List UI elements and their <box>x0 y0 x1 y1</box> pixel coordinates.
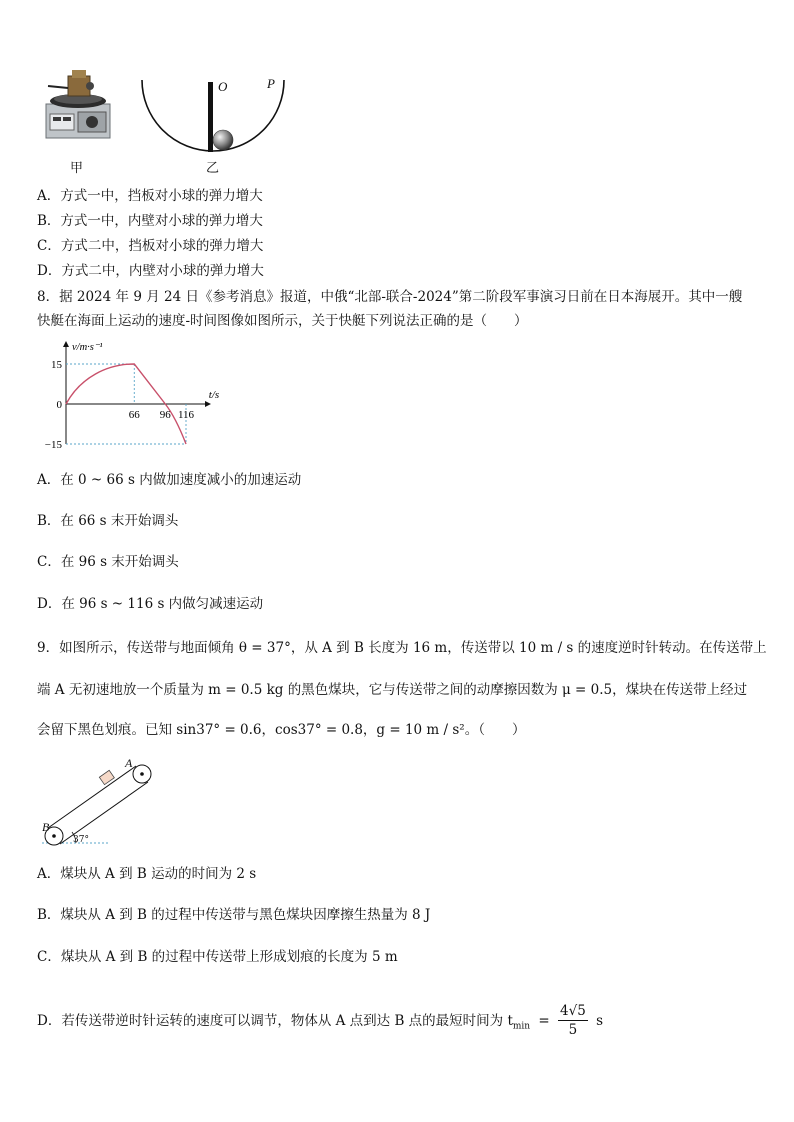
q9-option-b: B．煤块从 A 到 B 的过程中传送带与黑色煤块因摩擦生热量为 8 J <box>37 907 431 923</box>
figure-jia <box>40 68 118 146</box>
fraction-denominator: 5 <box>568 1022 578 1038</box>
q9-option-d-eq: = <box>538 1013 550 1029</box>
vt-chart <box>38 338 218 450</box>
x-axis-label: t/s <box>208 389 220 401</box>
q9-option-d-sub: min <box>512 1021 531 1032</box>
bowl-diagram <box>138 72 288 160</box>
q8-option-d: D．在 96 s ~ 116 s 内做匀减速运动 <box>37 596 264 612</box>
fraction <box>558 1002 588 1039</box>
label-b: B <box>42 820 50 834</box>
q9-stem-line2: 端 A 无初速地放一个质量为 m = 0.5 kg 的黑色煤块，它与传送带之间的动摩擦因数为 μ = 0.5，煤块在传送带上经过 <box>37 682 748 698</box>
conveyor-svg <box>38 758 168 850</box>
q9-option-a: A．煤块从 A 到 B 运动的时间为 2 s <box>37 866 257 882</box>
q8-option-c: C．在 96 s 末开始调头 <box>37 554 179 570</box>
angle-label: 37° <box>73 835 89 845</box>
q9-option-d-unit: s <box>596 1013 604 1029</box>
q9-stem-line3: 会留下黑色划痕。已知 sin37° = 0.6，cos37° = 0.8，g = 10 m / s²。（ ） <box>37 722 526 738</box>
q7-option-c: C．方式二中，挡板对小球的弹力增大 <box>37 238 264 254</box>
q8-stem-line2: 快艇在海面上运动的速度-时间图像如图所示，关于快艇下列说法正确的是（ ） <box>37 313 528 329</box>
fraction-numerator: 4√5 <box>560 1003 586 1019</box>
q9-option-d <box>37 1003 603 1040</box>
q7-option-d: D．方式二中，内壁对小球的弹力增大 <box>37 263 264 279</box>
y-tick-0: 0 <box>56 399 62 411</box>
q9-stem-line1: 9．如图所示，传送带与地面倾角 θ = 37°，从 A 到 B 长度为 16 m，传送带以 10 m / s 的速度逆时针转动。在传送带上 <box>37 640 767 656</box>
x-tick-96: 96 <box>159 409 171 421</box>
q7-option-a: A．方式一中，挡板对小球的弹力增大 <box>37 188 263 204</box>
y-tick-neg15: −15 <box>44 439 62 451</box>
conveyor-figure <box>38 758 168 850</box>
caption-yi: 乙 <box>206 161 220 176</box>
x-tick-66: 66 <box>128 409 140 421</box>
q7-option-b: B．方式一中，内壁对小球的弹力增大 <box>37 213 263 229</box>
figure-yi <box>138 72 288 160</box>
label-p: P <box>267 76 275 91</box>
caption-jia: 甲 <box>70 161 84 176</box>
y-axis-label: v/m·s⁻¹ <box>72 342 103 353</box>
x-tick-116: 116 <box>177 409 195 421</box>
q9-option-d-text: D．若传送带逆时针运转的速度可以调节，物体从 A 点到达 B 点的最短时间为 t <box>37 1013 513 1029</box>
label-a: A <box>125 756 133 770</box>
machine-image <box>40 68 118 146</box>
q8-option-b: B．在 66 s 末开始调头 <box>37 513 179 529</box>
ball-icon <box>213 130 233 150</box>
label-o: O <box>218 79 228 94</box>
q8-stem-line1: 8．据 2024 年 9 月 24 日《参考消息》报道，中俄“北部-联合-2024”第二阶段军事演习日前在日本海展开。其中一艘 <box>37 289 743 305</box>
q8-option-a: A．在 0 ~ 66 s 内做加速度减小的加速运动 <box>37 472 302 488</box>
q9-option-c: C．煤块从 A 到 B 的过程中传送带上形成划痕的长度为 5 m <box>37 949 398 965</box>
y-tick-15: 15 <box>51 359 62 371</box>
vt-chart-svg <box>38 338 218 450</box>
